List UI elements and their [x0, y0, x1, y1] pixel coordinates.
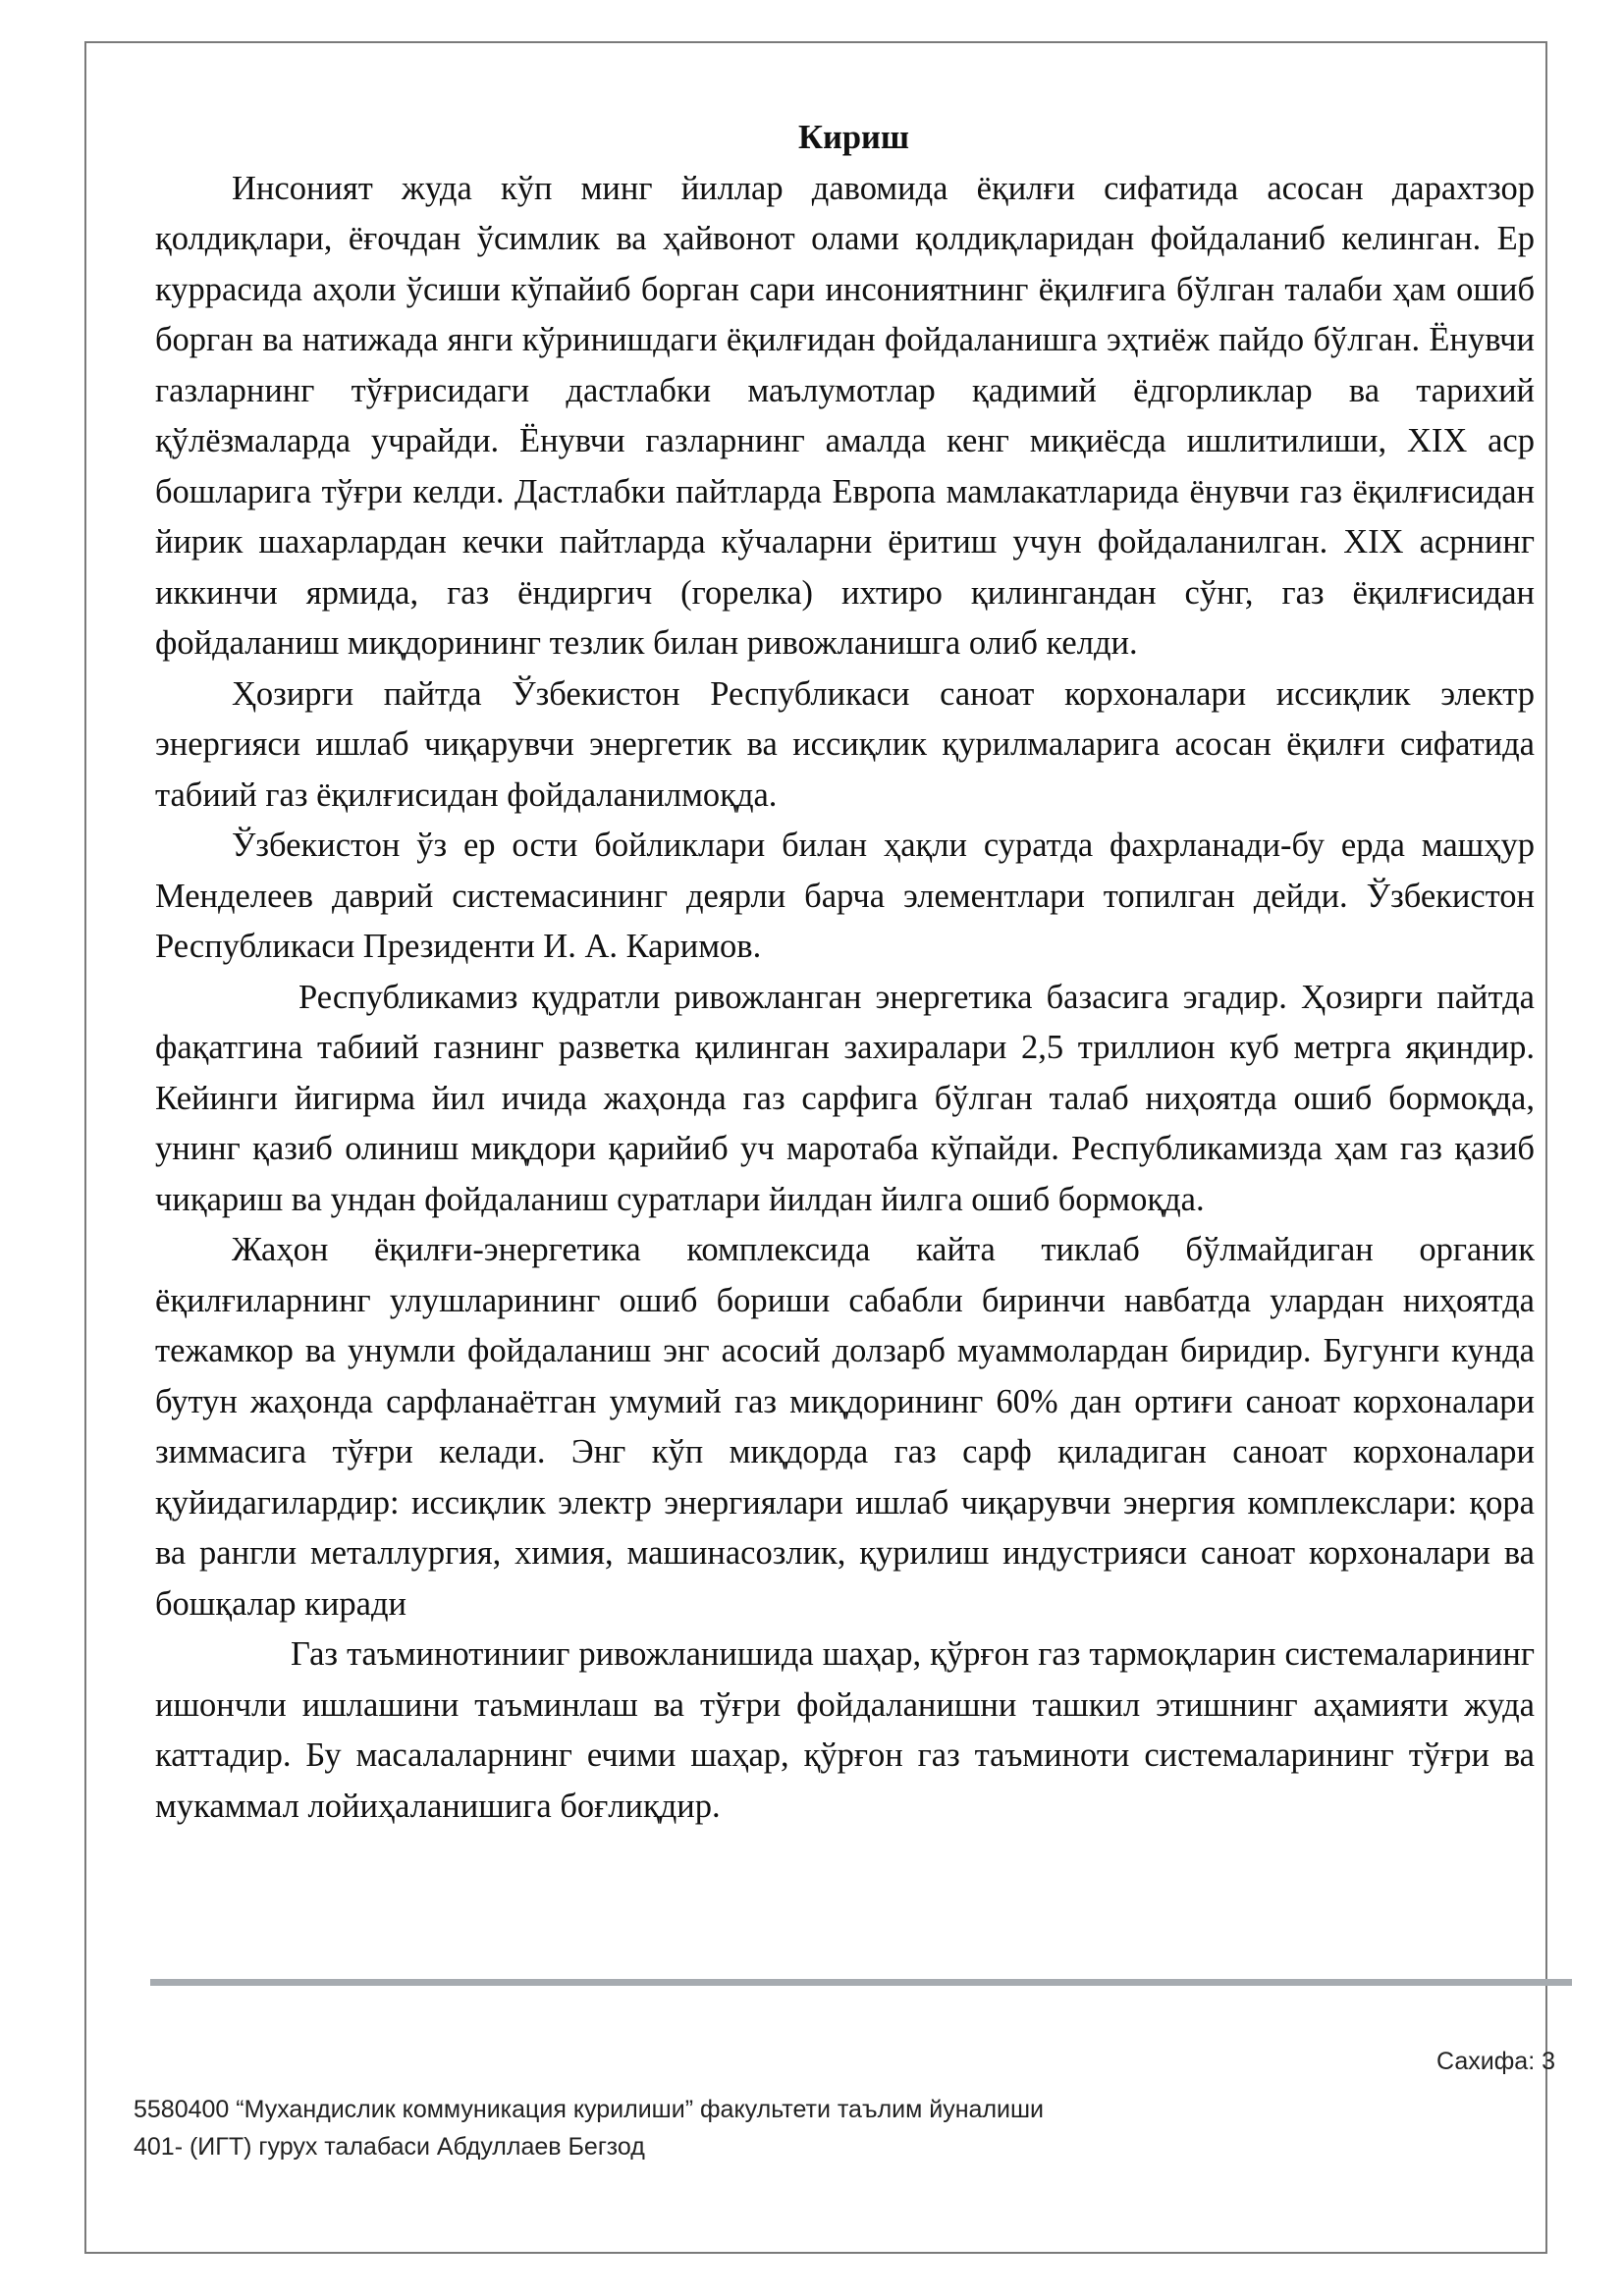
- paragraph-1: Инсоният жуда кўп минг йиллар давомида ёқилғи сифатида асосан дарахтзор қолдиқлари, ёғочдан ўсимлик ва ҳайвонот олами қолдиқларидан фойдаланиб келинган. Ер куррасида аҳоли ўсиши кўпайиб борган сари инсониятнинг ёқилғига бўлган талаби ҳам ошиб борган ва натижада янги кўринишдаги ёқилғидан фойдаланишга эҳтиёж пайдо бўлган. Ёнувчи газларнинг тўғрисидаги дастлабки маълумотлар қадимий ёдгорликлар ва тарихий қўлёзмаларда учрайди. Ёнувчи газларнинг амалда кенг миқиёсда ишлитилиши, XIX аср бошларига тўғри келди. Дастлабки пайтларда Европа мамлакатларида ёнувчи газ ёқилғисидан йирик шахарлардан кечки пайтларда кўчаларни ёритиш учун фойдаланилган. XIX асрнинг иккинчи ярмида, газ ёндиргич (горелка) ихтиро қилингандан сўнг, газ ёқилғисидан фойдаланиш миқдорининг тезлик билан ривожланишга олиб келди.: [155, 169, 1535, 662]
- page-number: Сахифа: 3: [1436, 2048, 1555, 2075]
- footer-divider: [150, 1979, 1572, 1986]
- paragraph-6: Газ таъминотинииг ривожланишида шаҳар, қўрғон газ тармоқларин системаларининг ишончли ишлашини таъминлаш ва тўғри фойдаланишни ташкил этишнинг аҳамияти жуда каттадир. Бу масалаларнинг ечими шаҳар, қўрғон газ таъминоти системаларининг тўғри ва мукаммал лойиҳаланишига боғлиқдир.: [155, 1635, 1535, 1825]
- paragraph-2: Ҳозирги пайтда Ўзбекистон Республикаси саноат корхоналари иссиқлик электр энергияси ишлаб чиқарувчи энергетик ва иссиқлик қурилмаларига асосан ёқилғи сифатида табиий газ ёқилғисидан фойдаланилмоқда.: [155, 674, 1535, 814]
- footer-line-student: 401- (ИГТ) гурух талабаси Абдуллаев Бегзод: [134, 2133, 645, 2161]
- footer-line-faculty: 5580400 “Мухандислик коммуникация курилиши” факультети таълим йуналиши: [134, 2096, 1045, 2123]
- paragraph-4: Республикамиз қудратли ривожланган энергетика базасига эгадир. Ҳозирги пайтда фақатгина табиий газнинг разветка қилинган захиралари 2,5 триллион куб метрга яқиндир. Кейинги йигирма йил ичида жаҳонда газ сарфига бўлган талаб ниҳоятда ошиб бормоқда, унинг қазиб олиниш миқдори қарийиб уч маротаба кўпайди. Республикамизда ҳам газ қазиб чиқариш ва ундан фойдаланиш суратлари йилдан йилга ошиб бормоқда.: [155, 978, 1535, 1218]
- paragraph-5: Жаҳон ёқилғи-энергетика комплексида кайта тиклаб бўлмайдиган органик ёқилғиларнинг улушларининг ошиб бориши сабабли биринчи навбатда улардан ниҳоятда тежамкор ва унумли фойдаланиш энг асосий долзарб муаммолардан биридир. Бугунги кунда бутун жаҳонда сарфланаётган умумий газ миқдорининг 60% дан ортиғи саноат корхоналари зиммасига тўғри келади. Энг кўп миқдорда газ сарф қиладиган саноат корхоналари қуйидагилардир: иссиқлик электр энергиялари ишлаб чиқарувчи энергия комплекслари: қора ва рангли металлургия, химия, машинасозлик, қурилиш индустрияси саноат корхоналари ва бошқалар киради: [155, 1231, 1535, 1623]
- paragraph-3: Ўзбекистон ўз ер ости бойликлари билан ҳақли суратда фахрланади-бу ерда машҳур Менделеев даврий системасининг деярли барча элементлари топилган дейди. Ўзбекистон Республикаси Президенти И. А. Каримов.: [155, 827, 1535, 965]
- footer-text: [134, 2091, 1044, 2165]
- document-body: [155, 113, 1535, 1832]
- document-title: Кириш: [797, 119, 910, 156]
